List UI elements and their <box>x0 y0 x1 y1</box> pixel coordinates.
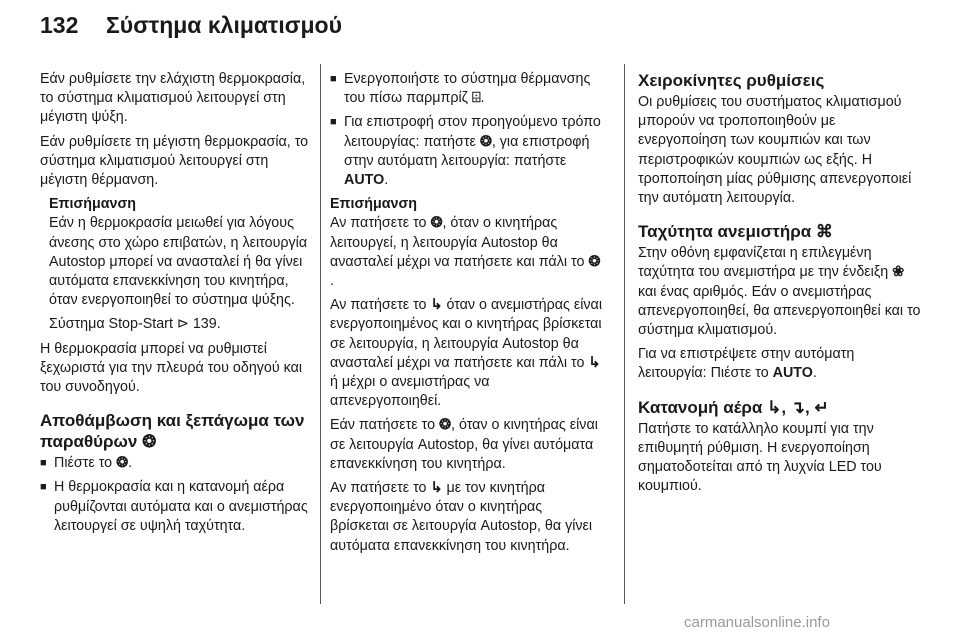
heading-text: Κατανομή αέρα <box>638 397 763 417</box>
note-block <box>330 195 604 556</box>
air-distribution-icon: ↳ <box>430 480 443 497</box>
text: με τον κινητήρα ενεργοποιημένο όταν ο κινητήρας βρίσκεται σε λειτουργία Autostop, θα γίνει αυτόματα επανεκκίνηση του κινητήρα. <box>330 480 593 554</box>
defrost-icon: ❂ <box>588 253 601 270</box>
paragraph: Οι ρυθμίσεις του συστήματος κλιματισμού μπορούν να τροποποιηθούν με ενεργοποίηση των κουμπιών και των περιστροφικών κουμπιών ως εξής. Η τροποποίηση μίας ρύθμισης απενεργοποιεί την αυτόματη λειτουργία. <box>638 94 912 207</box>
defrost-icon: ❂ <box>479 133 492 150</box>
bullet-text: Η θερμοκρασία και η κατανομή αέρα ρυθμίζονται αυτόματα και ο ανεμιστήρας λειτουργεί σε υψηλή ταχύτητα. <box>54 479 308 534</box>
text: ή μέχρι ο ανεμιστήρας να απενεργοποιηθεί. <box>330 374 490 410</box>
bullet-item <box>40 478 312 536</box>
text: Αν πατήσετε το <box>330 480 427 497</box>
defrost-icon: ❂ <box>430 215 443 232</box>
column-divider <box>320 64 321 604</box>
bullet-icon: ■ <box>330 73 337 85</box>
bullet-item: ■ Πιέστε το ❂. <box>40 454 312 473</box>
section-heading-distribution <box>638 397 924 418</box>
note-text <box>330 296 604 411</box>
text: Αν πατήσετε το <box>330 215 427 232</box>
column-divider <box>624 64 625 604</box>
bullet-text: , για επιστροφή στην αυτόματη λειτουργία: πατήστε <box>344 133 590 169</box>
chapter-title: Σύστημα κλιματισμού <box>106 12 342 38</box>
note-block <box>40 195 312 334</box>
note-title: Επισήμανση <box>49 196 136 213</box>
heading-text: Ταχύτητα ανεμιστήρα <box>638 222 812 242</box>
auto-label: AUTO <box>772 365 813 382</box>
defrost-icon: ❂ <box>439 417 452 434</box>
paragraph: Η θερμοκρασία μπορεί να ρυθμιστεί ξεχωριστά για την πλευρά του οδηγού και του συνοδηγού. <box>40 340 303 396</box>
bullet-item: ■ Ενεργοποιήστε το σύστημα θέρμανσης του πίσω παρμπρίζ ⌹. <box>330 70 604 108</box>
fan-icon: ⌘ <box>815 222 833 242</box>
note-reference: Σύστημα Stop-Start ⊳ 139. <box>49 316 221 333</box>
bullet-text: Πιέστε το <box>54 455 113 472</box>
bullet-icon: ■ <box>330 116 337 129</box>
text: Για να επιστρέψετε στην αυτόματη λειτουργία: Πιέστε το <box>638 346 855 382</box>
defrost-icon: ❂ <box>116 455 129 472</box>
text: , όταν ο κινητήρας λειτουργεί, η λειτουργία Autostop θα ανασταλεί μέχρι να πατήσετε και πάλι το <box>330 215 585 270</box>
note-text: Αν πατήσετε το ❂, όταν ο κινητήρας λειτουργεί, η λειτουργία Autostop θα ανασταλεί μέχρι να πατήσετε και πάλι το ❂. <box>330 215 601 290</box>
air-distribution-icons: ↳, ↴, ↵ <box>767 397 829 417</box>
page-header <box>0 0 960 56</box>
bullet-item: ■ Για επιστροφή στον προηγούμενο τρόπο λειτουργίας: πατήστε ❂, για επιστροφή στην αυτόματη λειτουργία: πατήστε AUTO. <box>330 113 604 190</box>
text: , όταν ο κινητήρας είναι σε λειτουργία Autostop, θα γίνει αυτόματα επανεκκίνηση του κινητήρα. <box>330 417 598 472</box>
auto-label: AUTO <box>344 172 385 189</box>
text: Εάν πατήσετε το <box>330 417 436 434</box>
paragraph <box>638 244 924 340</box>
air-distribution-icon: ↳ <box>588 354 601 371</box>
bullet-text: Για επιστροφή στον προηγούμενο τρόπο λειτουργίας: πατήστε <box>344 114 601 150</box>
section-heading-manual: Χειροκίνητες ρυθμίσεις <box>638 71 825 90</box>
section-heading-defrost <box>40 410 312 452</box>
paragraph: Για να επιστρέψετε στην αυτόματη λειτουργία: Πιέστε το AUTO. <box>638 346 855 382</box>
paragraph: Πατήστε το κατάλληλο κουμπί για την επιθυμητή ρύθμιση. Η ενεργοποίηση σηματοδοτείται από τη λυχνία LED του κουμπιού. <box>638 420 882 495</box>
column-1 <box>40 70 312 541</box>
watermark: carmanualsonline.info <box>684 614 830 631</box>
bullet-icon: ■ <box>40 457 47 470</box>
paragraph: Εάν ρυθμίσετε την ελάχιστη θερμοκρασία, το σύστημα κλιματισμού λειτουργεί στη μέγιστη ψύξη. <box>40 71 306 126</box>
text: Στην οθόνη εμφανίζεται η επιλεγμένη ταχύτητα του ανεμιστήρα με την ένδειξη <box>638 245 889 281</box>
rear-window-heating-icon: ⌹ <box>471 90 481 107</box>
paragraph: Εάν ρυθμίσετε τη μέγιστη θερμοκρασία, το σύστημα κλιματισμού λειτουργεί στη μέγιστη θέρμανση. <box>40 133 309 189</box>
fan-symbol-icon: ❀ <box>892 264 905 281</box>
bullet-text: Ενεργοποιήστε το σύστημα θέρμανσης του πίσω παρμπρίζ <box>344 71 591 107</box>
section-heading-fan <box>638 221 924 242</box>
note-text: Εάν η θερμοκρασία μειωθεί για λόγους άνεσης στο χώρο επιβατών, η λειτουργία Autostop μπορεί να ανασταλεί ή θα γίνει αυτόματα επανεκκίνηση του κινητήρα, όταν ενεργοποιηθεί το σύστημα ψύξης. <box>49 215 308 309</box>
air-distribution-icon: ↳ <box>430 297 443 314</box>
column-3 <box>638 70 924 501</box>
note-text <box>330 479 604 556</box>
text: Αν πατήσετε το <box>330 297 427 314</box>
page-number: 132 <box>40 12 79 38</box>
heading-text: Αποθάμβωση και ξεπάγωμα των παραθύρων <box>40 411 305 452</box>
note-title: Επισήμανση <box>330 196 417 213</box>
bullet-icon: ■ <box>40 481 47 494</box>
note-text <box>330 416 604 474</box>
defrost-icon: ❂ <box>142 432 157 452</box>
text: όταν ο ανεμιστήρας είναι ενεργοποιημένος και ο κινητήρας βρίσκεται σε λειτουργία, η λειτουργία Autostop θα ανασταλεί μέχρι να πατήσετε και πάλι το <box>330 297 602 371</box>
column-2 <box>330 70 604 561</box>
text: και ένας αριθμός. Εάν ο ανεμιστήρας απενεργοποιηθεί, θα απενεργοποιηθεί και το σύστημα κλιματισμού. <box>638 283 921 339</box>
